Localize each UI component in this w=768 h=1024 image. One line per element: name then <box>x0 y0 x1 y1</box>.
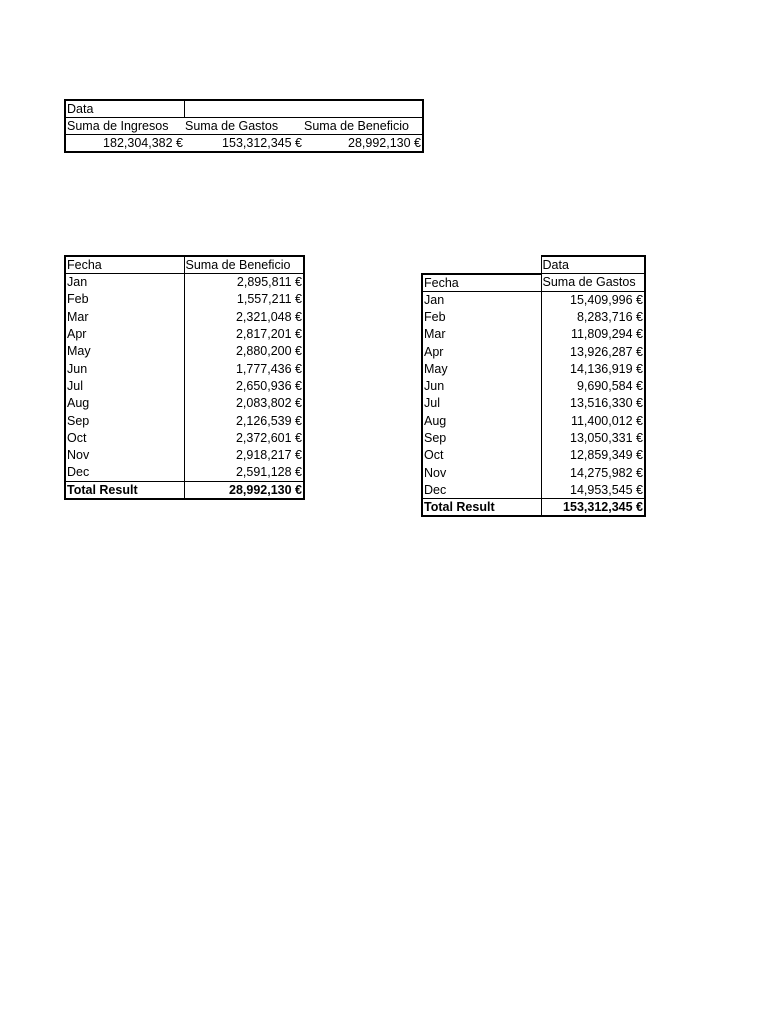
beneficio-row-jul <box>65 377 304 394</box>
summary-value-row <box>65 135 423 153</box>
beneficio-month-label: Apr <box>65 325 184 342</box>
beneficio-row-jan <box>65 274 304 291</box>
gastos-month-value: 13,926,287 € <box>541 343 645 360</box>
beneficio-month-value: 2,321,048 € <box>235 309 302 324</box>
beneficio-row-may <box>65 343 304 360</box>
beneficio-month-value: 1,777,436 € <box>235 361 302 376</box>
beneficio-month-value: 2,880,200 € <box>235 344 302 359</box>
summary-header-row <box>65 118 423 135</box>
gastos-total-value: 153,312,345 € <box>541 499 645 517</box>
gastos-row-jun <box>422 377 645 394</box>
beneficio-month-value: 2,918,217 € <box>235 448 302 463</box>
beneficio-row-feb <box>65 291 304 308</box>
gastos-month-value: 15,409,996 € <box>541 291 645 308</box>
gastos-header-fecha: Fecha <box>422 274 541 292</box>
gastos-row-may <box>422 360 645 377</box>
gastos-header-row <box>422 274 645 292</box>
summary-data-row <box>65 100 423 118</box>
gastos-month-label: Nov <box>422 464 541 481</box>
gastos-row-aug <box>422 412 645 429</box>
beneficio-rows <box>65 274 304 482</box>
value-suma-ingresos: 182,304,382 € <box>103 136 183 151</box>
beneficio-month-value: 2,591,128 € <box>235 465 302 480</box>
beneficio-row-sep <box>65 412 304 429</box>
beneficio-month-value: 2,650,936 € <box>235 378 302 393</box>
gastos-month-value: 14,136,919 € <box>541 360 645 377</box>
gastos-total-label: Total Result <box>422 499 541 517</box>
gastos-month-label: Jan <box>422 291 541 308</box>
beneficio-month-label: Aug <box>65 395 184 412</box>
gastos-month-label: Mar <box>422 326 541 343</box>
gastos-row-jul <box>422 395 645 412</box>
gastos-pivot-table <box>421 255 646 517</box>
gastos-month-value: 9,690,584 € <box>541 377 645 394</box>
gastos-row-sep <box>422 429 645 446</box>
gastos-month-label: May <box>422 360 541 377</box>
beneficio-month-value: 2,895,811 € <box>236 275 302 290</box>
gastos-month-value: 11,809,294 € <box>541 326 645 343</box>
beneficio-row-apr <box>65 325 304 342</box>
beneficio-month-label: Mar <box>65 308 184 325</box>
summary-data-label: Data <box>65 100 184 118</box>
gastos-month-value: 11,400,012 € <box>541 412 645 429</box>
beneficio-month-label: Sep <box>65 412 184 429</box>
beneficio-row-dec <box>65 464 304 481</box>
gastos-month-label: Oct <box>422 447 541 464</box>
beneficio-month-label: Jan <box>65 274 184 291</box>
gastos-month-value: 14,275,982 € <box>541 464 645 481</box>
beneficio-month-label: Nov <box>65 446 184 463</box>
beneficio-header-row <box>65 256 304 274</box>
header-suma-ingresos: Suma de Ingresos <box>65 118 184 135</box>
gastos-data-row <box>422 256 645 274</box>
gastos-header-suma: Suma de Gastos <box>541 274 645 292</box>
gastos-month-label: Aug <box>422 412 541 429</box>
gastos-month-label: Jun <box>422 377 541 394</box>
beneficio-row-oct <box>65 429 304 446</box>
beneficio-total-row <box>65 481 304 499</box>
gastos-row-dec <box>422 481 645 498</box>
beneficio-header-suma: Suma de Beneficio <box>184 256 304 274</box>
gastos-month-value: 8,283,716 € <box>541 308 645 325</box>
gastos-month-value: 14,953,545 € <box>541 481 645 498</box>
gastos-row-apr <box>422 343 645 360</box>
beneficio-total-label: Total Result <box>65 481 184 499</box>
beneficio-total-value: 28,992,130 € <box>184 481 304 499</box>
value-suma-gastos: 153,312,345 € <box>222 136 302 151</box>
gastos-month-label: Dec <box>422 481 541 498</box>
gastos-data-label: Data <box>541 256 645 274</box>
beneficio-header-fecha: Fecha <box>65 256 184 274</box>
gastos-total-row <box>422 499 645 517</box>
gastos-row-oct <box>422 447 645 464</box>
beneficio-month-label: Feb <box>65 291 184 308</box>
beneficio-row-aug <box>65 395 304 412</box>
beneficio-row-nov <box>65 446 304 463</box>
beneficio-month-label: May <box>65 343 184 360</box>
gastos-month-value: 13,050,331 € <box>541 429 645 446</box>
beneficio-month-label: Jun <box>65 360 184 377</box>
beneficio-row-jun <box>65 360 304 377</box>
summary-data-empty <box>184 100 423 118</box>
gastos-rows <box>422 291 645 499</box>
value-suma-beneficio: 28,992,130 € <box>348 136 421 151</box>
gastos-month-label: Feb <box>422 308 541 325</box>
gastos-row-feb <box>422 308 645 325</box>
beneficio-month-value: 2,126,539 € <box>235 413 302 428</box>
beneficio-month-value: 2,372,601 € <box>235 430 302 445</box>
beneficio-month-value: 2,083,802 € <box>235 396 302 411</box>
gastos-month-label: Sep <box>422 429 541 446</box>
header-suma-beneficio: Suma de Beneficio <box>303 118 423 135</box>
beneficio-pivot-table <box>64 255 305 500</box>
beneficio-month-label: Oct <box>65 429 184 446</box>
gastos-row-jan <box>422 291 645 308</box>
gastos-month-label: Jul <box>422 395 541 412</box>
gastos-month-value: 12,859,349 € <box>541 447 645 464</box>
header-suma-gastos: Suma de Gastos <box>184 118 303 135</box>
beneficio-month-label: Jul <box>65 377 184 394</box>
beneficio-month-label: Dec <box>65 464 184 481</box>
summary-pivot-table <box>64 99 424 153</box>
beneficio-row-mar <box>65 308 304 325</box>
gastos-row-nov <box>422 464 645 481</box>
beneficio-month-value: 1,557,211 € <box>236 292 302 307</box>
gastos-month-value: 13,516,330 € <box>541 395 645 412</box>
gastos-month-label: Apr <box>422 343 541 360</box>
gastos-row-mar <box>422 326 645 343</box>
gastos-data-empty <box>422 256 541 274</box>
beneficio-month-value: 2,817,201 € <box>235 327 302 342</box>
